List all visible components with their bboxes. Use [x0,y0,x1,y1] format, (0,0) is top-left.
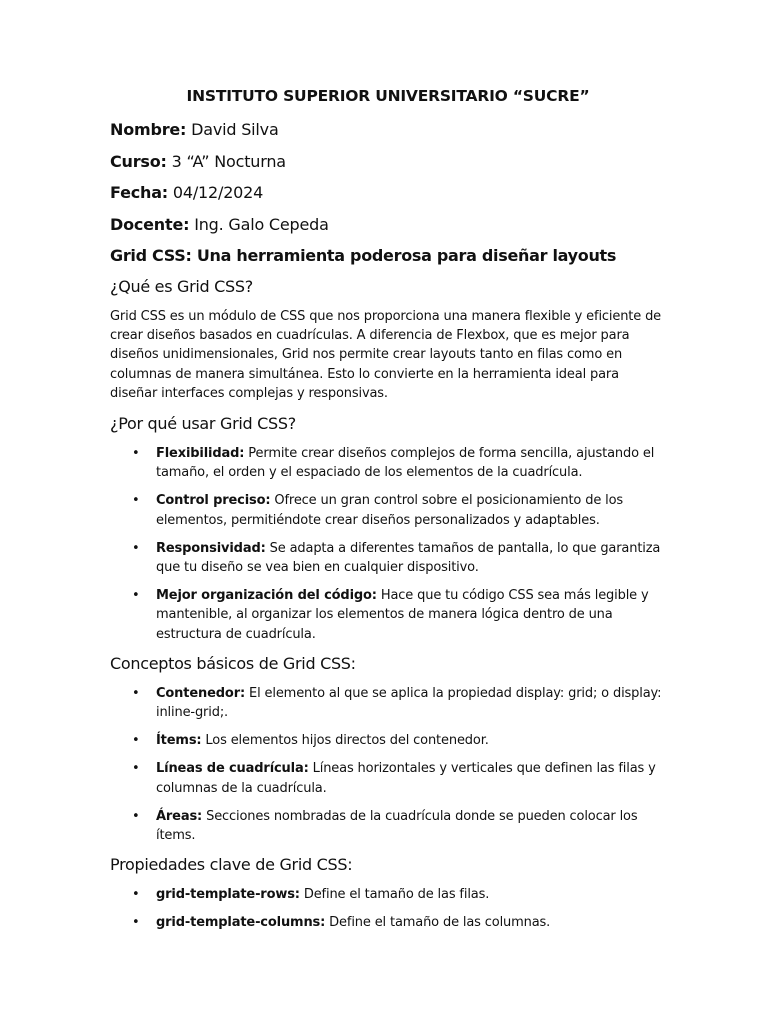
field-value: David Silva [191,120,279,139]
field-nombre [110,120,666,140]
list-item-term: Ítems: [156,733,202,749]
section-heading-concepts: Conceptos básicos de Grid CSS: [110,653,356,673]
list-item-text: Permite crear diseños complejos de forma sencilla, ajustando el tamaño, el orden y el espaciado de los elementos de la cuadrícula. [156,446,655,481]
field-value: 3 “A” Nocturna [171,151,286,171]
section-heading-why: ¿Por qué usar Grid CSS? [110,414,296,434]
bullet-icon: • [132,446,140,462]
list-item [110,731,666,750]
list-concepts [110,684,666,845]
section-heading-what: ¿Qué es Grid CSS? [110,277,253,296]
field-label: Curso: [110,151,167,171]
list-item-term: grid-template-columns: [156,915,326,931]
list-item [110,491,666,529]
list-item-term: Flexibilidad: [156,446,245,462]
list-item-term: Control preciso: [156,493,271,509]
list-props [110,885,666,932]
bullet-icon: • [132,685,140,701]
field-value: 04/12/2024 [172,183,264,202]
document-title: Grid CSS: Una herramienta poderosa para diseñar layouts [110,246,617,265]
field-value: Ing. Galo Cepeda [194,214,329,234]
list-item-text: Ofrece un gran control sobre el posicionamiento de los elementos, permitiéndote crear diseños personalizados y adaptables. [156,493,624,528]
list-item-text: Secciones nombradas de la cuadrícula donde se pueden colocar los ítems. [156,808,638,844]
bullet-icon: • [132,887,140,903]
list-item-text: Se adapta a diferentes tamaños de pantalla, lo que garantiza que tu diseño se vea bien en cualquier dispositivo. [156,540,661,576]
bullet-icon: • [132,761,140,777]
list-item-text: El elemento al que se aplica la propiedad display: grid; o display: inline-grid;. [156,685,662,721]
list-item-term: Responsividad: [156,540,266,556]
list-item-text: Los elementos hijos directos del contenedor. [201,733,489,749]
field-curso [110,152,666,172]
list-item-term: Mejor organización del código: [156,588,377,604]
bullet-icon: • [132,808,140,824]
bullet-icon: • [132,493,140,509]
list-item-text: Define el tamaño de las filas. [299,887,490,903]
list-item [110,885,666,904]
list-item-term: Áreas: [156,808,203,824]
list-item [110,807,666,845]
list-item-text: Define el tamaño de las columnas. [325,915,551,931]
list-item-term: Contenedor: [156,685,246,701]
bullet-icon: • [132,733,140,749]
list-item-term: grid-template-rows: [156,887,300,903]
list-item [110,444,666,482]
list-item-term: Líneas de cuadrícula: [156,761,309,777]
section-heading-props: Propiedades clave de Grid CSS: [110,855,353,875]
list-item [110,759,666,797]
bullet-icon: • [132,540,140,556]
bullet-icon: • [132,915,140,931]
institution-title: INSTITUTO SUPERIOR UNIVERSITARIO “SUCRE” [186,87,590,105]
list-item-text: Hace que tu código CSS sea más legible y mantenible, al organizar los elementos de manera lógica dentro de una estructura de cuadrícula. [156,588,649,642]
field-docente [110,215,666,235]
list-why [110,444,666,644]
bullet-icon: • [132,588,140,604]
section-paragraph-what: Grid CSS es un módulo de CSS que nos proporciona una manera flexible y eficiente de crear diseños basados en cuadrículas. A diferencia de Flexbox, que es mejor para diseños unidimensionales, Grid nos permite crear layouts tanto en filas como en columnas de manera simultánea. Esto lo convierte en la herramienta ideal para diseñar interfaces complejas y responsivas. [110,309,662,401]
field-fecha [110,183,666,203]
list-item [110,913,666,932]
list-item-text: Líneas horizontales y verticales que definen las filas y columnas de la cuadrícula. [156,761,656,796]
document-page [110,86,666,943]
list-item [110,684,666,722]
field-label: Docente: [110,214,190,234]
list-item [110,586,666,644]
field-label: Fecha: [110,183,169,202]
list-item [110,539,666,577]
field-label: Nombre: [110,120,187,139]
